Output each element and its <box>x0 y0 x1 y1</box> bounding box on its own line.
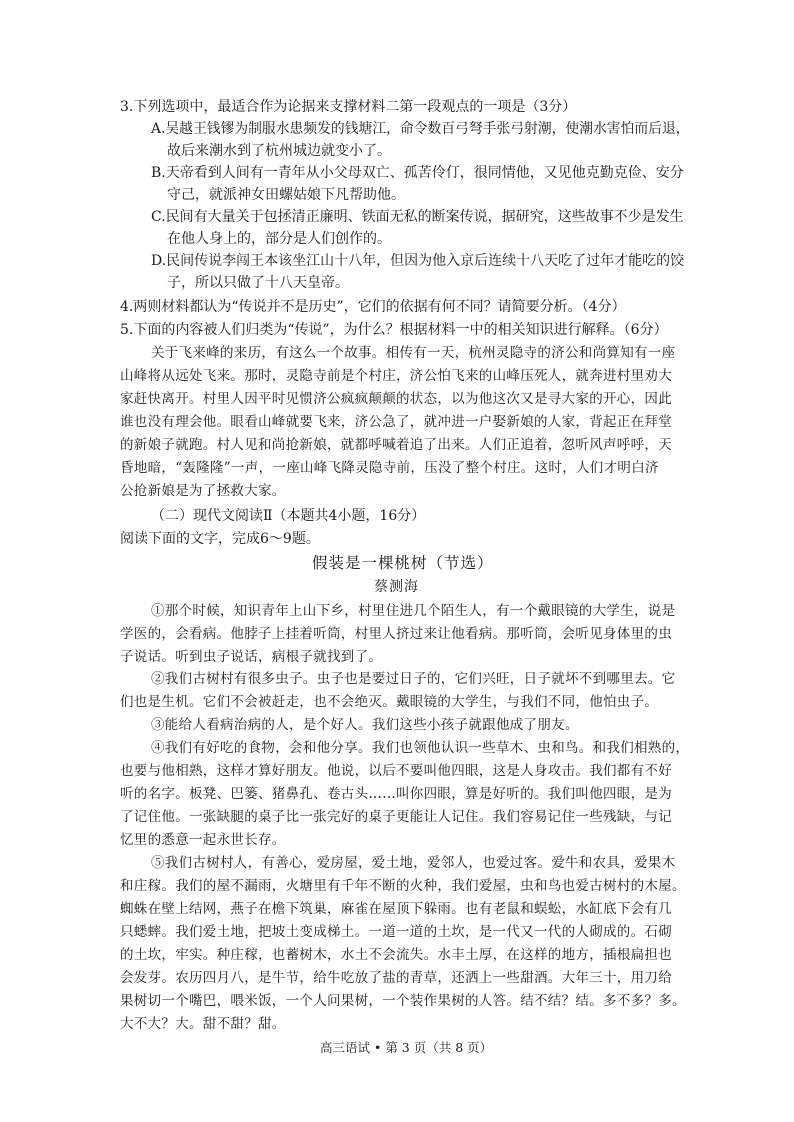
option-d-line-2: 子，所以只做了十八天皇帝。 <box>167 275 349 291</box>
article-paragraph-line: ⑤我们古树村人，有善心，爱房屋，爱土地，爱邻人，也爱过客。爱牛和农具，爱果木 <box>151 855 676 871</box>
article-paragraph-line: 忆里的悉意一起永世长存。 <box>120 832 286 848</box>
legend-text-line: 关于飞来峰的来历，有这么一个故事。相传有一天，杭州灵隐寺的济公和尚算知有一座 <box>151 345 676 361</box>
question-3-stem: 3.下列选项中，最适合作为论据来支撑材料二第一段观点的一项是（3分） <box>120 99 577 115</box>
article-paragraph-line: 和庄稼。我们的屋不漏雨，火塘里有千年不断的火种，我们爱屋，虫和鸟也爱古树村的木屋。 <box>120 878 686 894</box>
article-paragraph-line: 子说话。听到虫子说话，病根子就找到了。 <box>120 649 383 665</box>
article-paragraph-line: 只蟋蟀。我们爱土地，把坡土变成梯土。一道一道的土坎，是一代又一代的人砌成的。石砌 <box>120 924 672 940</box>
article-paragraph-line: ④我们有好吃的食物，会和他分享。我们也领他认识一些草木、虫和鸟。和我们相熟的， <box>151 740 690 756</box>
option-c-line-2: 在他人身上的，部分是人们创作的。 <box>167 231 391 247</box>
article-paragraph-line: 听的名字。板凳、巴篓、猪鼻孔、卷古头……叫你四眼，算是好听的。我们叫他四眼，是为 <box>120 786 672 802</box>
article-paragraph-line: 们也是生机。它们不会被赶走，也不会绝灭。戴眼镜的大学生，与我们不同，他怕虫子。 <box>120 694 659 710</box>
option-a-line-1: A.吴越王钱镠为制服水患频发的钱塘江，命令数百弓弩手张弓射潮，使潮水害怕而后退， <box>151 121 690 137</box>
article-paragraph-line: ②我们古树村有很多虫子。虫子也是要过日子的，它们兴旺，日子就坏不到哪里去。它 <box>151 671 676 687</box>
legend-text-line: 谁也没有理会他。眼看山峰就要飞来，济公急了，就冲进一户娶新娘的人家，背起正在拜堂 <box>120 414 672 430</box>
article-paragraph-line: ③能给人看病治病的人，是个好人。我们这些小孩子就跟他成了朋友。 <box>151 717 579 733</box>
option-b-line-1: B.天帝看到人间有一青年从小父母双亡、孤苦伶仃，很同情他，又见他克勤克俭、安分 <box>151 165 684 181</box>
legend-text-line: 昏地暗，“轰隆隆”一声，一座山峰飞降灵隐寺前，压没了整个村庄。这时，人们才明白济 <box>120 460 659 476</box>
option-a-line-2: 故后来潮水到了杭州城边就变小了。 <box>167 143 391 159</box>
legend-text-line: 的新娘子就跑。村人见和尚抢新娘，就都呼喊着追了出来。人们正追着，忽听风声呼呼，天 <box>120 437 672 453</box>
option-b-line-2: 守己，就派神女田螺姑娘下凡帮助他。 <box>167 187 405 203</box>
article-paragraph-line: 果树切一个嘴巴，喂米饭，一个人问果树，一个装作果树的人答。结不结？结。多不多？多。 <box>120 993 686 1009</box>
option-d-line-1: D.民间传说李闯王本该坐江山十八年，但因为他入京后连续十八天吃了过年才能吃的饺 <box>151 253 685 269</box>
article-paragraph-line: 学医的，会看病。他脖子上挂着听筒，村里人挤过来让他看病。那听筒，会听见身体里的虫 <box>120 626 672 642</box>
question-5-stem: 5.下面的内容被人们归类为“传说”，为什么？根据材料一中的相关知识进行解释。（6分） <box>120 322 668 338</box>
article-title: 假装是一棵桃树（节选） <box>312 554 494 572</box>
legend-text-line: 公抢新娘是为了拯救大家。 <box>120 483 286 499</box>
article-paragraph-line: 也要与他相熟，这样才算好朋友。他说，以后不要叫他四眼，这是人身攻击。我们都有不好 <box>120 763 672 779</box>
article-paragraph-line: 大不大？大。甜不甜？甜。 <box>120 1016 286 1032</box>
article-paragraph-line: ①那个时候，知识青年上山下乡，村里住进几个陌生人，有一个戴眼镜的大学生，说是 <box>151 603 676 619</box>
legend-text-line: 山峰将从远处飞来。那时，灵隐寺前是个村庄，济公怕飞来的山峰压死人，就奔进村里劝大 <box>120 368 672 384</box>
question-4: 4.两则材料都认为“传说并不是历史”，它们的依据有何不同？请简要分析。（4分） <box>120 299 626 315</box>
option-c-line-1: C.民间有大量关于包拯清正廉明、铁面无私的断案传说，据研究，这些故事不少是发生 <box>151 209 684 225</box>
article-paragraph-line: 蜘蛛在壁上结网，燕子在檐下筑巢，麻雀在屋顶下躲雨。也有老鼠和蜈蚣，水缸底下会有几 <box>120 901 672 917</box>
legend-text-line: 家赶快离开。村里人因平时见惯济公疯疯颠颠的状态，以为他这次又是寻大家的开心，因此 <box>120 391 672 407</box>
article-paragraph-line: 的土坎，牢实。种庄稼，也蓄树木，水土不会流失。水丰土厚，在这样的地方，插根扁担也 <box>120 947 672 963</box>
section-heading: （二）现代文阅读Ⅱ（本题共4小题，16分） <box>151 508 426 524</box>
article-paragraph-line: 了记住他。一张缺腿的桌子比一张完好的桌子更能让人记住。我们容易记住一些残缺，与记 <box>120 809 672 825</box>
page-footer: 高三语试 • 第 3 页（共 8 页） <box>320 1040 493 1055</box>
section-instruction: 阅读下面的文字，完成6～9题。 <box>120 531 320 547</box>
article-paragraph-line: 会发芽。农历四月八，是牛节，给牛吃放了盐的青草，还洒上一些甜酒。大年三十，用刀给 <box>120 970 672 986</box>
article-author: 蔡测海 <box>374 579 419 595</box>
